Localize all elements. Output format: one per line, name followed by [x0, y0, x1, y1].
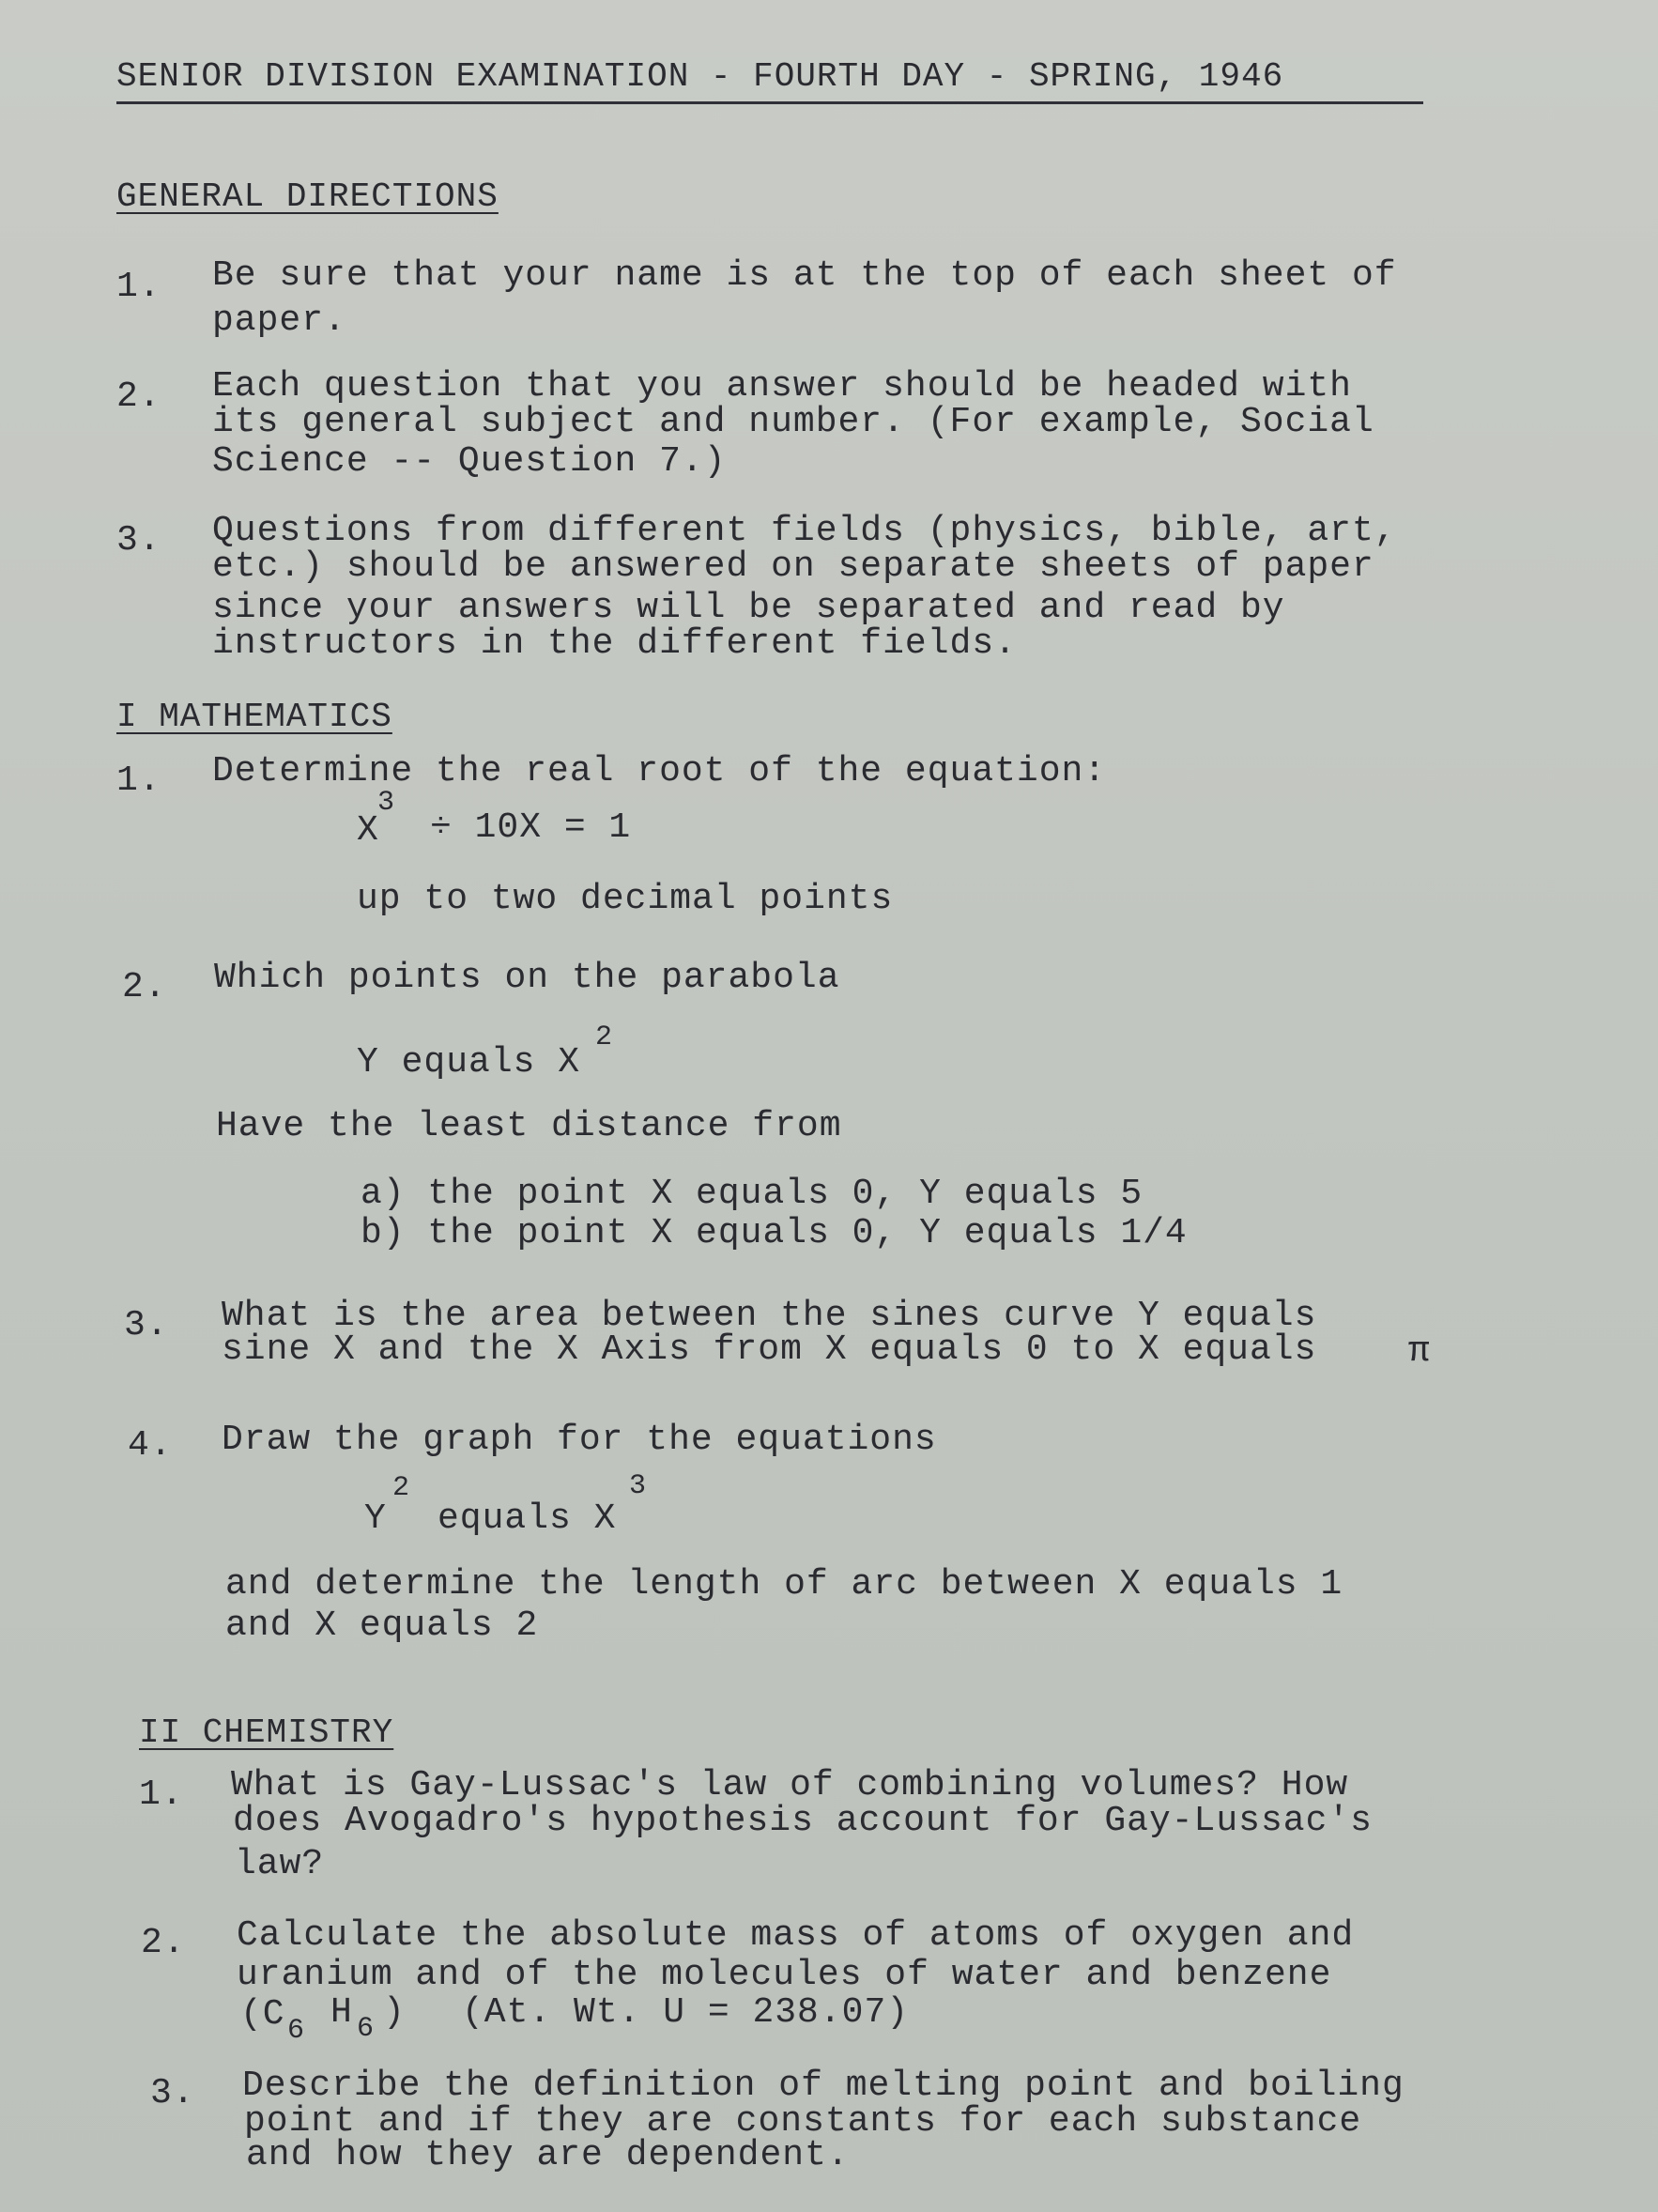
chem-q2-number: 2. [141, 1923, 186, 1963]
chem-q2-atomic-weight: (At. Wt. U = 238.07) [462, 1992, 910, 2033]
general-item-2-number: 2. [116, 376, 161, 417]
title-underline [116, 101, 1423, 104]
math-q1-equation-base: X [357, 810, 379, 851]
chem-q1-line-3: law? [235, 1844, 325, 1884]
chem-q2-formula-close: ) [383, 1992, 406, 2033]
math-q1-note: up to two decimal points [357, 879, 894, 919]
chem-q2-line-1: Calculate the absolute mass of atoms of oxygen and [237, 1915, 1355, 1956]
general-item-3-number: 3. [116, 520, 161, 561]
math-q1-text: Determine the real root of the equation: [212, 751, 1107, 791]
math-q2-option-b: b) the point X equals 0, Y equals 1/4 [361, 1213, 1188, 1253]
chem-q1-line-1: What is Gay-Lussac's law of combining volumes? How [231, 1765, 1349, 1805]
chem-q1-number: 1. [139, 1774, 184, 1815]
math-q1-number: 1. [116, 760, 161, 801]
math-q3-line-1: What is the area between the sines curve Y equals [222, 1296, 1317, 1336]
chem-q3-line-2: point and if they are constants for each substance [244, 2101, 1362, 2142]
general-item-2-line-1: Each question that you answer should be headed with [212, 366, 1352, 407]
math-q2-number: 2. [122, 967, 167, 1007]
general-directions-heading: GENERAL DIRECTIONS [116, 177, 499, 216]
math-q3-pi-symbol: π [1408, 1331, 1431, 1372]
math-q3-number: 3. [124, 1305, 169, 1345]
math-q1-equation-rest: ÷ 10X = 1 [430, 807, 632, 848]
math-q3-line-2: sine X and the X Axis from X equals 0 to X equals [222, 1329, 1317, 1370]
chemistry-heading: II CHEMISTRY [139, 1713, 394, 1752]
math-q4-line-1: and determine the length of arc between X equals 1 [225, 1564, 1343, 1605]
general-item-1-line-2: paper. [212, 300, 346, 341]
math-q4-equation-right-exponent: 3 [629, 1470, 647, 1502]
general-item-1-number: 1. [116, 267, 161, 307]
chem-q2-formula-c-subscript: 6 [287, 2015, 305, 2047]
math-q4-equation-left-exponent: 2 [392, 1472, 410, 1504]
math-q4-line-2: and X equals 2 [225, 1605, 539, 1646]
general-item-3-line-4: instructors in the different fields. [212, 623, 1017, 664]
math-q4-equation-left: Y [364, 1498, 387, 1539]
math-q4-text: Draw the graph for the equations [222, 1420, 937, 1460]
chem-q3-line-3: and how they are dependent. [246, 2135, 850, 2175]
chem-q3-line-1: Describe the definition of melting point and boiling [242, 2066, 1405, 2106]
general-item-3-line-2: etc.) should be answered on separate sheets of paper [212, 546, 1374, 587]
math-q4-equation-mid: equals X [438, 1498, 617, 1539]
chem-q3-number: 3. [150, 2073, 195, 2113]
mathematics-heading: I MATHEMATICS [116, 698, 392, 736]
chem-q1-line-2: does Avogadro's hypothesis account for Gay-Lussac's [233, 1801, 1373, 1841]
general-item-3-line-3: since your answers will be separated and read by [212, 588, 1285, 628]
math-q2-text: Which points on the parabola [214, 958, 840, 998]
math-q2-equation-exponent: 2 [595, 1022, 613, 1053]
general-item-2-line-2: its general subject and number. (For example, Social [212, 402, 1374, 442]
exam-title: SENIOR DIVISION EXAMINATION - FOURTH DAY - SPRING, 1946 [116, 57, 1284, 96]
general-item-2-line-3: Science -- Question 7.) [212, 441, 727, 482]
chem-q2-line-2: uranium and of the molecules of water and benzene [237, 1955, 1332, 1995]
math-q2-text-2: Have the least distance from [216, 1106, 842, 1146]
general-item-3-line-1: Questions from different fields (physics, bible, art, [212, 511, 1397, 551]
math-q4-number: 4. [128, 1425, 173, 1466]
chem-q2-formula-c: (C [240, 1994, 285, 2035]
chem-q2-formula-h-subscript: 6 [357, 2013, 375, 2045]
math-q2-equation-base: Y equals X [357, 1042, 581, 1083]
chem-q2-formula-h: H [330, 1992, 353, 2033]
general-item-1-line-1: Be sure that your name is at the top of each sheet of [212, 255, 1397, 296]
math-q1-equation-exponent: 3 [377, 787, 395, 819]
math-q2-option-a: a) the point X equals 0, Y equals 5 [361, 1174, 1144, 1214]
